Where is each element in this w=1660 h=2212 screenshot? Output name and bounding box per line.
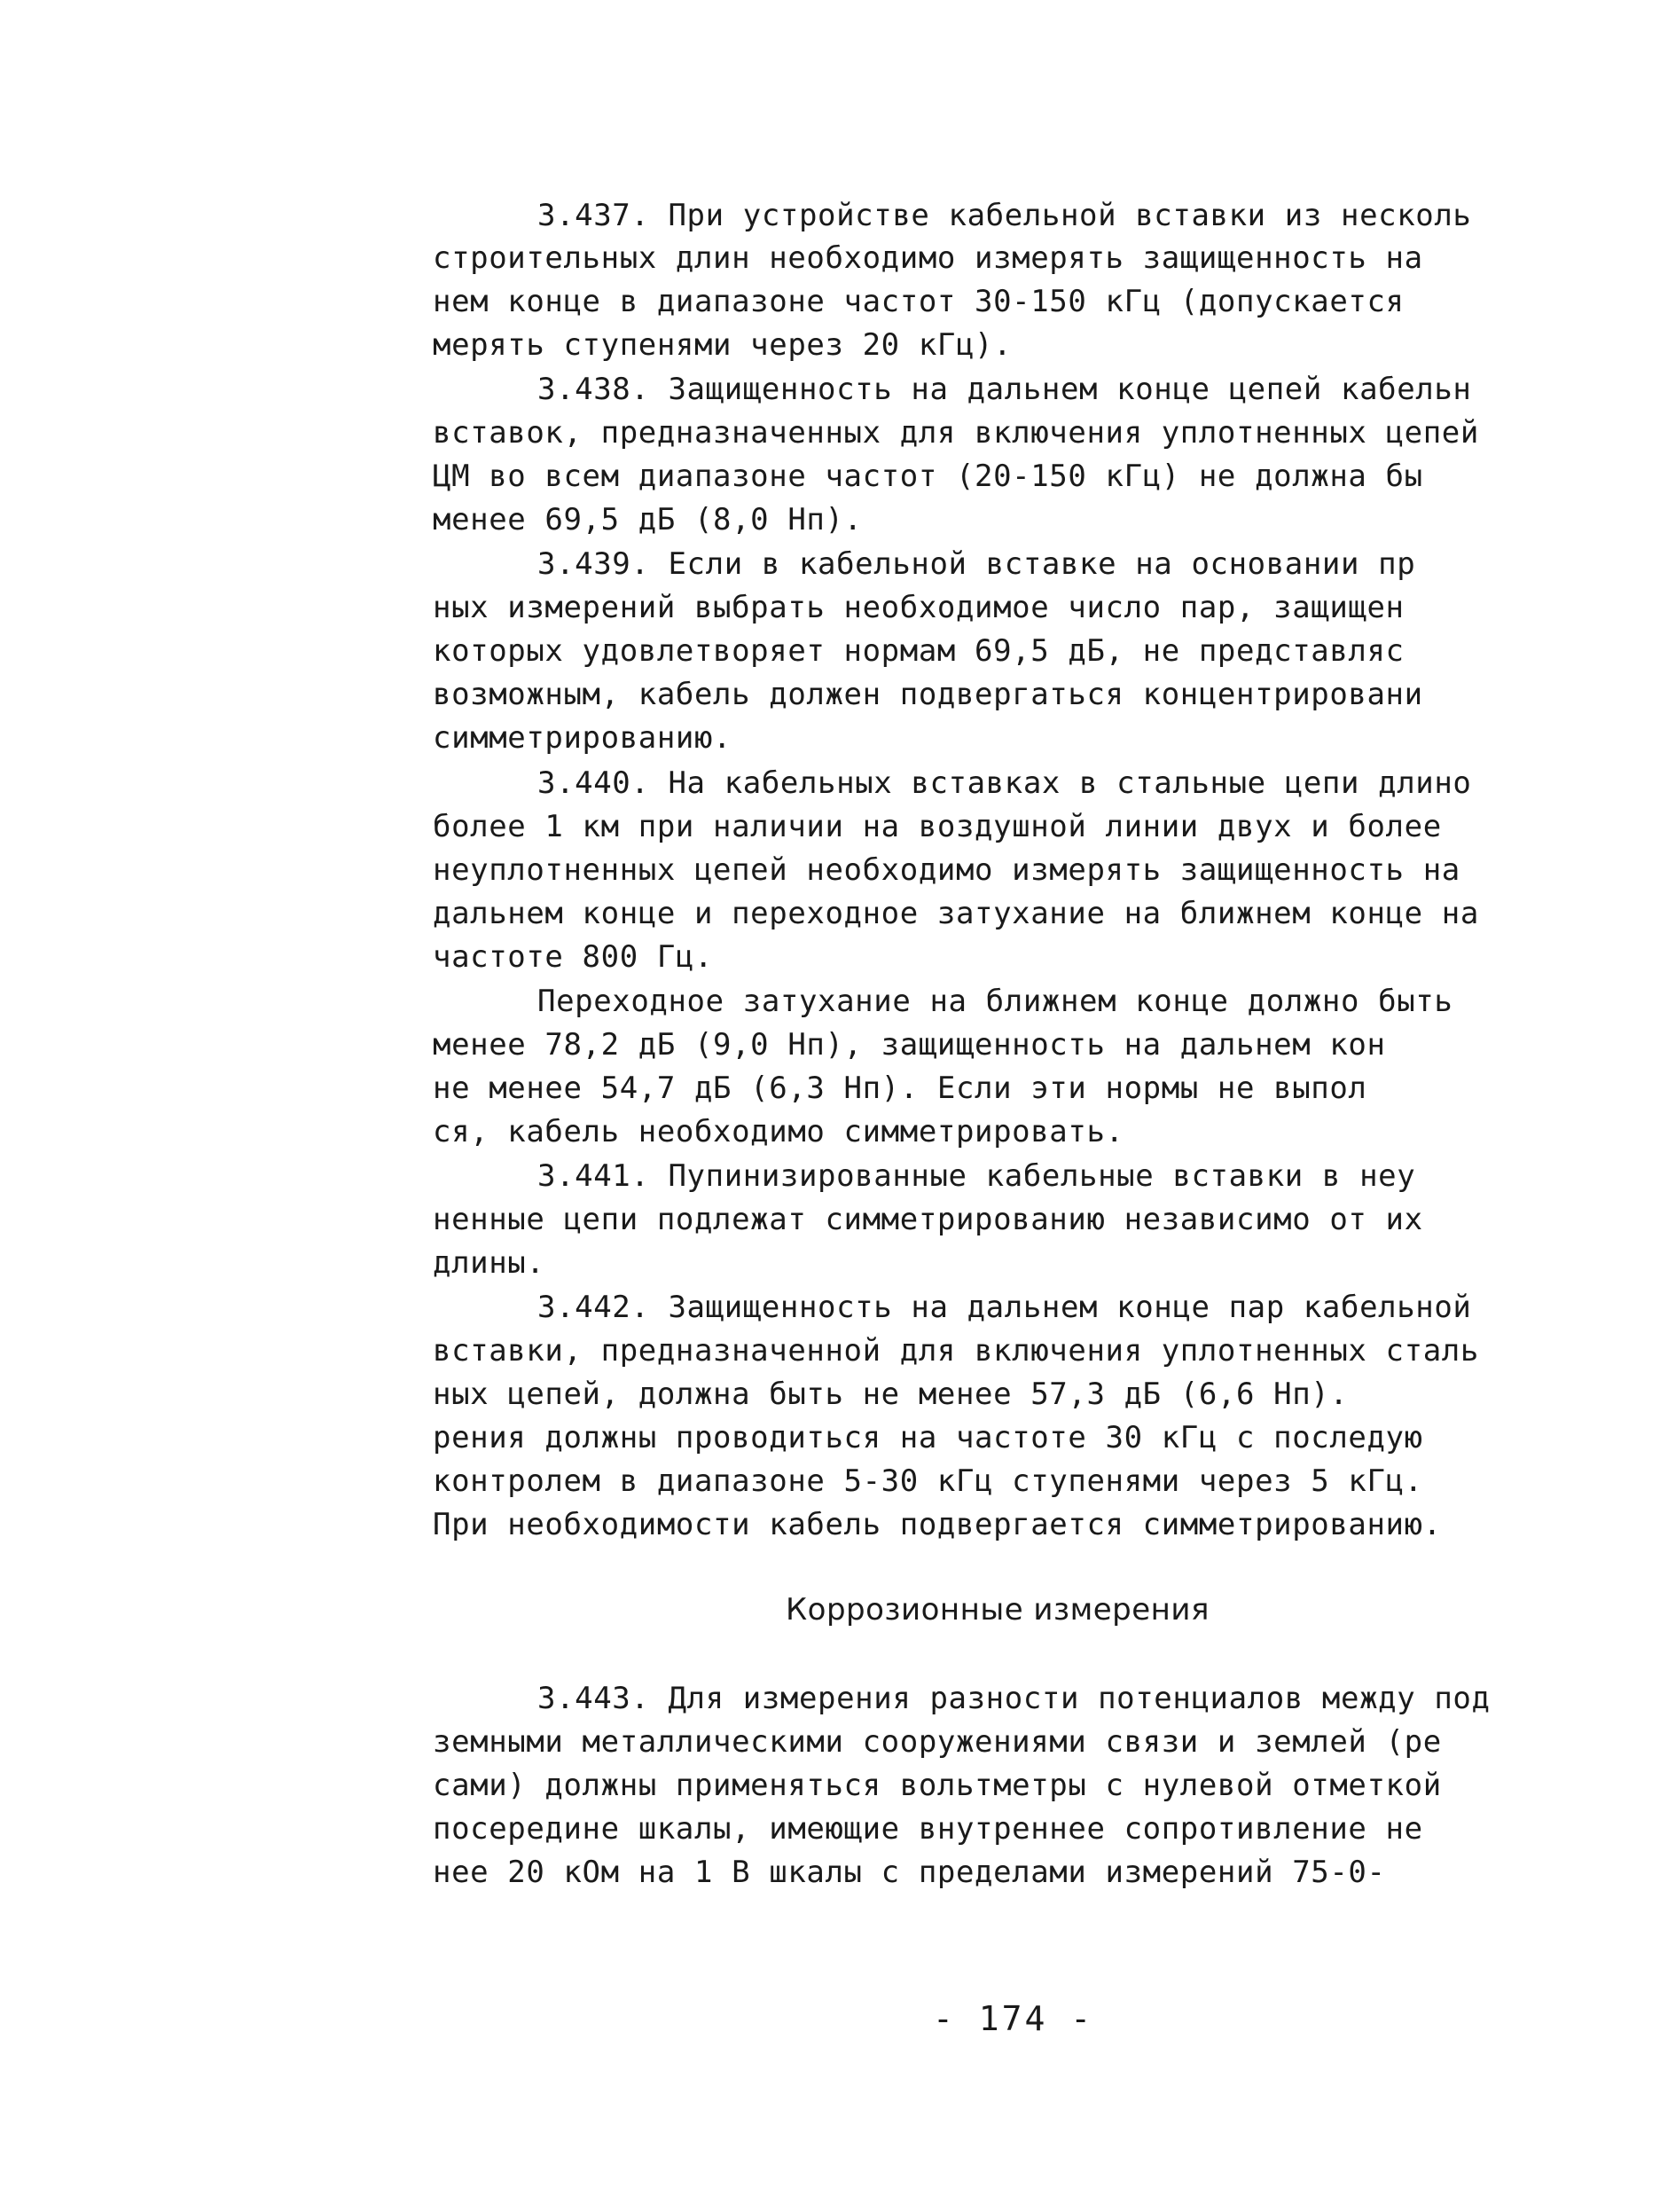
text-line: 3.438. Защищенность на дальнем конце цепей кабельн — [537, 372, 1472, 407]
text-line: нее 20 кОм на 1 В шкалы с пределами измерений 75-0- — [433, 1855, 1386, 1890]
text-line: неуплотненных цепей необходимо измерять защищенность на — [433, 852, 1460, 888]
text-line: не менее 54,7 дБ (6,3 Нп). Если эти нормы не выпол — [433, 1071, 1367, 1106]
text-line: дальнем конце и переходное затухание на ближнем конце на — [433, 896, 1479, 931]
text-line: менее 69,5 дБ (8,0 Нп). — [433, 502, 863, 537]
text-line: ся, кабель необходимо симметрировать. — [433, 1114, 1124, 1149]
text-line: ных измерений выбрать необходимое число пар, защищен — [433, 590, 1405, 625]
text-line: мерять ступенями через 20 кГц). — [433, 327, 1013, 363]
text-line: более 1 км при наличии на воздушной линии двух и более — [433, 809, 1442, 844]
text-line: 3.441. Пупинизированные кабельные вставки в неу — [537, 1158, 1416, 1194]
text-line: сами) должны применяться вольтметры с нулевой отметкой — [433, 1768, 1442, 1803]
text-line: контролем в диапазоне 5-30 кГц ступенями через 5 кГц. — [433, 1463, 1423, 1499]
text-line: рения должны проводиться на частоте 30 кГц с последую — [433, 1420, 1423, 1455]
text-line: строительных длин необходимо измерять защищенность на — [433, 240, 1423, 276]
text-line: 3.440. На кабельных вставках в стальные цепи длино — [537, 765, 1472, 801]
text-line: частоте 800 Гц. — [433, 939, 714, 975]
text-line: менее 78,2 дБ (9,0 Нп), защищенность на дальнем кон — [433, 1027, 1386, 1063]
text-line: 3.442. Защищенность на дальнем конце пар кабельной — [537, 1290, 1472, 1325]
text-line: ненные цепи подлежат симметрированию независимо от их — [433, 1202, 1423, 1237]
text-line: 3.439. Если в кабельной вставке на основании пр — [537, 546, 1416, 582]
text-line: земными металлическими сооружениями связи и землей (ре — [433, 1724, 1442, 1760]
text-line: Переходное затухание на ближнем конце должно быть — [537, 984, 1453, 1019]
text-line: 3.437. При устройстве кабельной вставки из несколь — [537, 198, 1472, 233]
text-line: симметрированию. — [433, 720, 732, 756]
page-number: - 174 - — [933, 1999, 1094, 2038]
text-line: вставок, предназначенных для включения уплотненных цепей — [433, 415, 1479, 451]
text-line: которых удовлетворяет нормам 69,5 дБ, не представляс — [433, 633, 1405, 669]
text-line: посередине шкалы, имеющие внутреннее сопротивление не — [433, 1811, 1423, 1847]
text-line: вставки, предназначенной для включения уплотненных сталь — [433, 1333, 1479, 1369]
section-heading: Коррозионные измерения — [786, 1592, 1210, 1628]
text-line: нем конце в диапазоне частот 30-150 кГц (допускается — [433, 284, 1405, 319]
text-line: длины. — [433, 1245, 545, 1281]
text-line: 3.443. Для измерения разности потенциалов между под — [537, 1681, 1491, 1716]
text-line: ных цепей, должна быть не менее 57,3 дБ (6,6 Нп). — [433, 1377, 1349, 1412]
text-line: ЦМ во всем диапазоне частот (20-150 кГц) не должна бы — [433, 459, 1423, 494]
text-line: При необходимости кабель подвергается симметрированию. — [433, 1507, 1442, 1542]
text-line: возможным, кабель должен подвергаться концентрировани — [433, 677, 1423, 712]
